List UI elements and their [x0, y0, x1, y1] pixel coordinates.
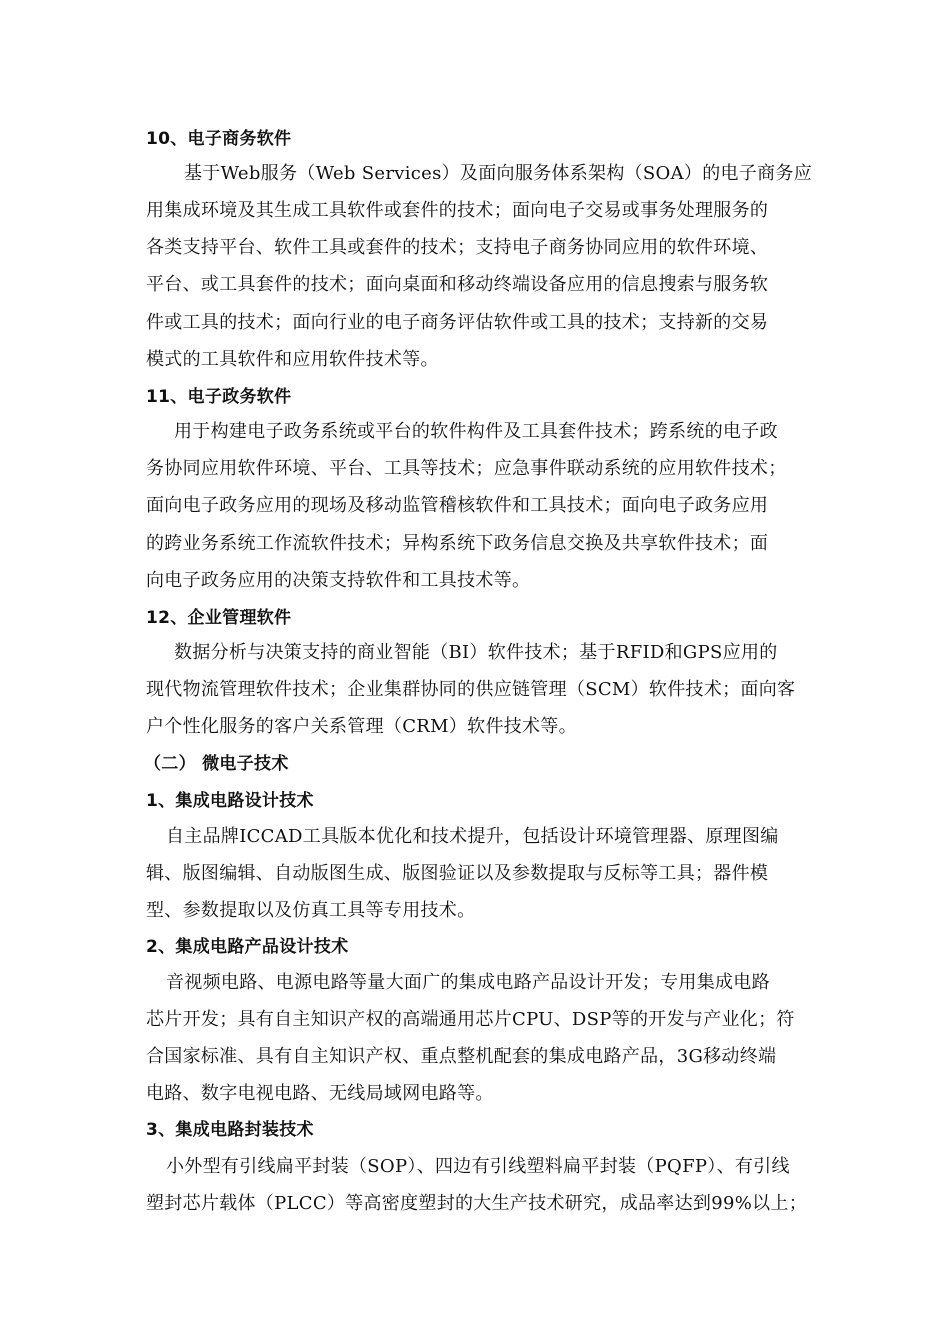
paragraph-line: 合国家标准、具有自主知识产权、重点整机配套的集成电路产品，3G移动终端 — [146, 1046, 777, 1067]
paragraph-line: 平台、或工具套件的技术；面向桌面和移动终端设备应用的信息搜索与服务软 — [146, 274, 769, 295]
section-heading-3: 3、集成电路封装技术 — [146, 1120, 314, 1140]
paragraph-line: 现代物流管理软件技术；企业集群协同的供应链管理（SCM）软件技术；面向客 — [146, 679, 796, 700]
paragraph-line: 辑、版图编辑、自动版图生成、版图验证以及参数提取与反标等工具；器件模 — [146, 863, 769, 884]
section-heading-2: 2、集成电路产品设计技术 — [146, 937, 349, 957]
paragraph-line: 芯片开发；具有自主知识产权的高端通用芯片CPU、DSP等的开发与产业化；符 — [146, 1009, 795, 1030]
paragraph-line: 件或工具的技术；面向行业的电子商务评估软件或工具的技术；支持新的交易 — [146, 312, 769, 333]
part-heading-microelectronics: （二） 微电子技术 — [144, 754, 289, 774]
paragraph-line: 塑封芯片载体（PLCC）等高密度塑封的大生产技术研究，成品率达到99%以上； — [146, 1193, 808, 1214]
paragraph-line: 型、参数提取以及仿真工具等专用技术。 — [146, 900, 476, 921]
section-heading-10: 10、电子商务软件 — [146, 129, 292, 149]
section-heading-1: 1、集成电路设计技术 — [146, 791, 314, 811]
paragraph-line: 各类支持平台、软件工具或套件的技术；支持电子商务协同应用的软件环境、 — [146, 237, 769, 258]
paragraph-line: 模式的工具软件和应用软件技术等。 — [146, 349, 439, 370]
paragraph-line: 向电子政务应用的决策支持软件和工具技术等。 — [146, 570, 531, 591]
paragraph-line: 户个性化服务的客户关系管理（CRM）软件技术等。 — [146, 716, 577, 737]
paragraph-line: 基于Web服务（Web Services）及面向服务体系架构（SOA）的电子商务应 — [184, 163, 813, 184]
paragraph-line: 音视频电路、电源电路等量大面广的集成电路产品设计开发；专用集成电路 — [166, 972, 770, 993]
paragraph-line: 数据分析与决策支持的商业智能（BI）软件技术；基于RFID和GPS应用的 — [174, 642, 778, 663]
paragraph-line: 的跨业务系统工作流软件技术；异构系统下政务信息交换及共享软件技术；面 — [146, 533, 769, 554]
paragraph-line: 用于构建电子政务系统或平台的软件构件及工具套件技术；跨系统的电子政 — [174, 421, 778, 442]
paragraph-line: 小外型有引线扁平封装（SOP）、四边有引线塑料扁平封装（PQFP）、有引线 — [166, 1156, 790, 1177]
paragraph-line: 自主品牌ICCAD工具版本优化和技术提升，包括设计环境管理器、原理图编 — [166, 826, 779, 847]
section-heading-11: 11、电子政务软件 — [146, 387, 292, 407]
paragraph-line: 用集成环境及其生成工具软件或套件的技术；面向电子交易或事务处理服务的 — [146, 200, 769, 221]
paragraph-line: 电路、数字电视电路、无线局域网电路等。 — [146, 1083, 494, 1104]
section-heading-12: 12、企业管理软件 — [146, 608, 292, 628]
paragraph-line: 务协同应用软件环境、平台、工具等技术；应急事件联动系统的应用软件技术； — [146, 458, 787, 479]
paragraph-line: 面向电子政务应用的现场及移动监管稽核软件和工具技术；面向电子政务应用 — [146, 495, 769, 516]
